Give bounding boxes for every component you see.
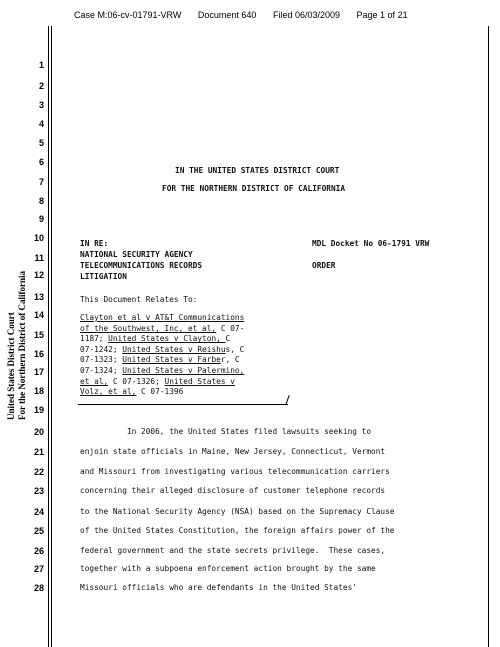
right-margin-rule (488, 26, 489, 647)
docket-number: MDL Docket No 06-1791 VRW (312, 239, 430, 248)
line-number: 6 (38, 157, 44, 167)
left-margin-rule (48, 26, 49, 647)
line-number: 2 (38, 81, 44, 91)
line-number: 17 (33, 367, 44, 377)
line-number: 4 (38, 119, 44, 129)
caption-agency: NATIONAL SECURITY AGENCY (80, 250, 193, 259)
line-number: 1 (38, 60, 44, 70)
court-side-label-line2: For the Northern District of California (17, 270, 27, 420)
line-number: 10 (33, 233, 44, 243)
caption-records: TELECOMMUNICATIONS RECORDS (80, 261, 203, 270)
page-number: Page 1 of 21 (356, 10, 408, 20)
line-number: 25 (33, 526, 44, 536)
line-number: 14 (33, 310, 44, 320)
court-side-label-line1: United States District Court (6, 312, 16, 420)
court-title-line2: FOR THE NORTHERN DISTRICT OF CALIFORNIA (162, 184, 346, 193)
line-number: 13 (33, 292, 44, 302)
line-number: 5 (38, 138, 44, 148)
caption-litigation: LITIGATION (80, 272, 127, 281)
related-case-line: Volz, et al, C 07-1396 (80, 387, 184, 397)
related-case-line: et al, C 07-1326; United States v (80, 376, 235, 386)
line-number: 21 (33, 447, 44, 457)
body-text-line: together with a subpoena enforcement action brought by the same (80, 564, 376, 573)
related-case-line: 07-1242; United States v Reishus, C (80, 344, 245, 354)
line-number: 18 (33, 386, 44, 396)
court-title-line1: IN THE UNITED STATES DISTRICT COURT (175, 166, 340, 175)
body-text-line: Missouri officials who are defendants in the United States' (80, 583, 357, 592)
body-text-line: and Missouri from investigating various telecommunication carriers (80, 467, 390, 476)
caption-in-re: IN RE: (80, 239, 109, 248)
order-title: ORDER (312, 261, 336, 270)
line-number: 11 (34, 253, 44, 263)
related-case-line: 07-1324; United States v Palermino, (80, 366, 245, 375)
line-number: 8 (38, 196, 44, 206)
related-case-line: of the Southwest, Inc, et al, C 07- (80, 323, 245, 333)
court-side-label (6, 270, 28, 420)
related-case-line: 07-1323; United States v Farber, C (80, 355, 240, 365)
line-number: 7 (38, 177, 44, 187)
body-text-line: In 2006, the United States filed lawsuits seeking to (80, 427, 372, 436)
body-text-line: federal government and the state secrets privilege. These cases, (80, 546, 386, 555)
body-text-line: of the United States Constitution, the foreign affairs power of the (80, 526, 395, 535)
related-case-line: Clayton et al v AT&T Communications (80, 313, 245, 322)
left-margin-rule-inner (51, 26, 52, 647)
caption-underline (78, 404, 288, 405)
body-text-line: to the National Security Agency (NSA) based on the Supremacy Clause (80, 507, 395, 516)
line-number: 27 (33, 564, 44, 574)
case-number: Case M:06-cv-01791-VRW (74, 10, 182, 20)
line-number: 26 (33, 546, 44, 556)
line-number: 20 (33, 427, 44, 437)
line-number: 3 (38, 100, 44, 110)
line-number: 28 (33, 583, 44, 593)
line-number: 24 (33, 507, 44, 517)
body-text-line: enjoin state officials in Maine, New Jersey, Connecticut, Vermont (80, 447, 386, 456)
body-text-line: concerning their alleged disclosure of customer telephone records (80, 486, 386, 495)
document-header (74, 10, 494, 20)
filed-date: Filed 06/03/2009 (272, 10, 341, 20)
line-number: 15 (33, 330, 44, 340)
line-number: 9 (38, 214, 44, 224)
document-number: Document 640 (197, 10, 257, 20)
line-number: 16 (33, 349, 44, 359)
relates-to-label: This Document Relates To: (80, 295, 198, 304)
line-number: 23 (33, 486, 44, 496)
line-number: 19 (33, 405, 44, 415)
line-number: 12 (33, 270, 44, 280)
line-number: 22 (33, 467, 44, 477)
related-case-line: 1187; United States v Clayton, C (80, 334, 231, 344)
